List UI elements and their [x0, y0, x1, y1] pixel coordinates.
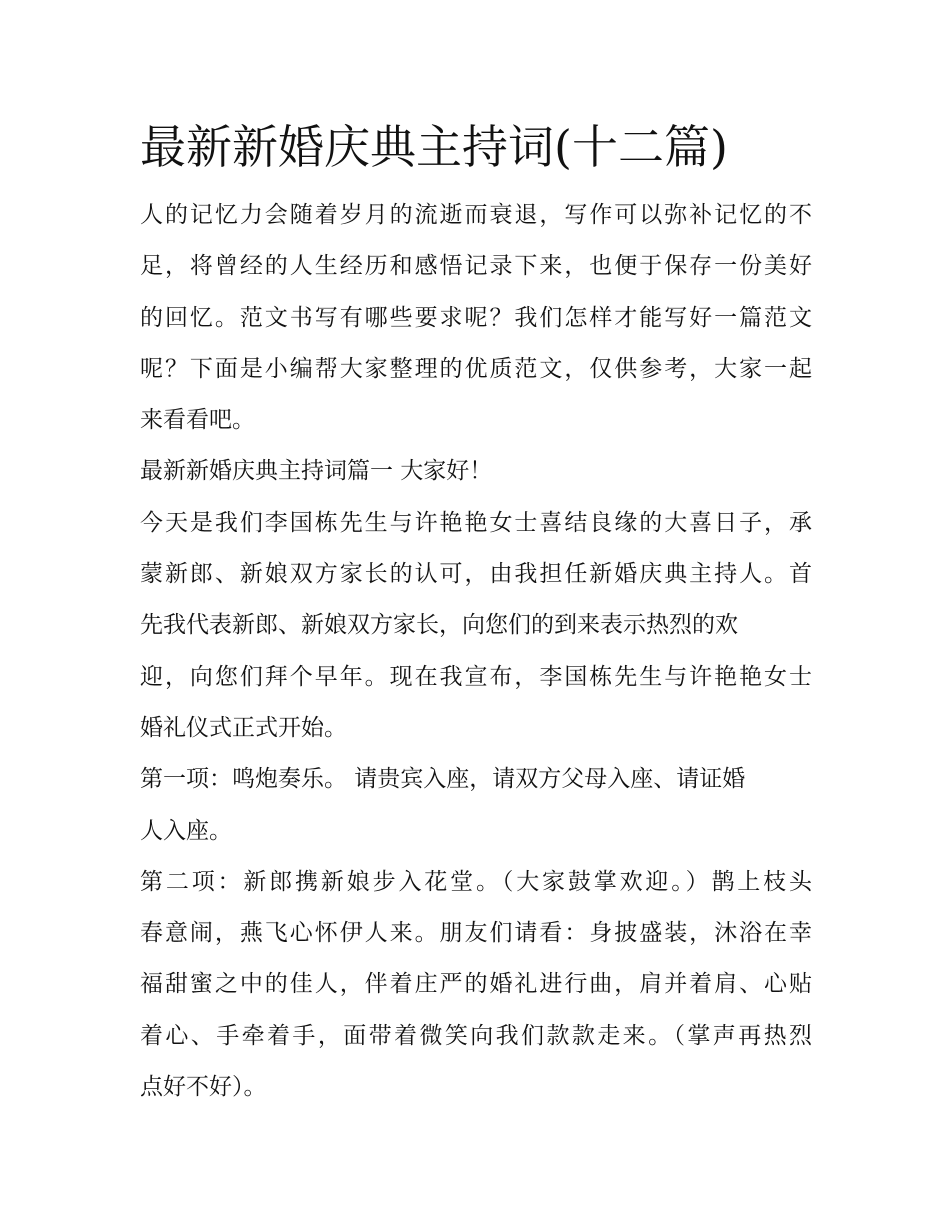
document-title: 最新新婚庆典主持词(十二篇) — [140, 120, 728, 174]
text-line: 来看看吧。 — [140, 407, 255, 434]
paragraph-item-two — [140, 857, 812, 1113]
paragraph-heading-greeting — [140, 446, 812, 497]
text-line: 足，将曾经的人生经历和感悟记录下来，也便于保存一份美好 — [140, 253, 812, 280]
text-line: 人的记忆力会随着岁月的流逝而衰退，写作可以弥补记忆的不 — [140, 202, 812, 228]
text-line: 迎，向您们拜个早年。现在我宣布，李国栋先生与许艳艳女士 — [140, 663, 812, 690]
text-line: 第一项：鸣炮奏乐。 请贵宾入座，请双方父母入座、请证婚 — [140, 766, 746, 793]
text-line: 先我代表新郎、新娘双方家长，向您们的到来表示热烈的欢 — [140, 612, 738, 639]
text-line: 第二项：新郎携新娘步入花堂。（大家鼓掌欢迎。）鹊上枝头 — [140, 868, 812, 895]
text-line: 蒙新郎、新娘双方家长的认可，由我担任新婚庆典主持人。首 — [140, 561, 812, 588]
text-line: 最新新婚庆典主持词篇一 大家好！ — [140, 458, 493, 485]
document-page — [140, 112, 812, 1113]
text-line: 点好不好）。 — [140, 1074, 267, 1101]
text-line: 福甜蜜之中的佳人，伴着庄严的婚礼进行曲，肩并着肩、心贴 — [140, 971, 812, 998]
text-line: 人入座。 — [140, 817, 232, 844]
paragraph-opening — [140, 498, 812, 754]
paragraph-item-one — [140, 754, 812, 857]
text-line: 婚礼仪式正式开始。 — [140, 714, 347, 741]
text-line: 今天是我们李国栋先生与许艳艳女士喜结良缘的大喜日子，承 — [140, 509, 812, 536]
text-line: 的回忆。范文书写有哪些要求呢？我们怎样才能写好一篇范文 — [140, 304, 812, 331]
text-line: 呢？下面是小编帮大家整理的优质范文，仅供参考，大家一起 — [140, 355, 812, 382]
paragraph-intro — [140, 190, 812, 446]
text-line: 春意闹，燕飞心怀伊人来。朋友们请看：身披盛装，沐浴在幸 — [140, 920, 812, 947]
text-line: 着心、手牵着手，面带着微笑向我们款款走来。（掌声再热烈 — [140, 1022, 812, 1049]
